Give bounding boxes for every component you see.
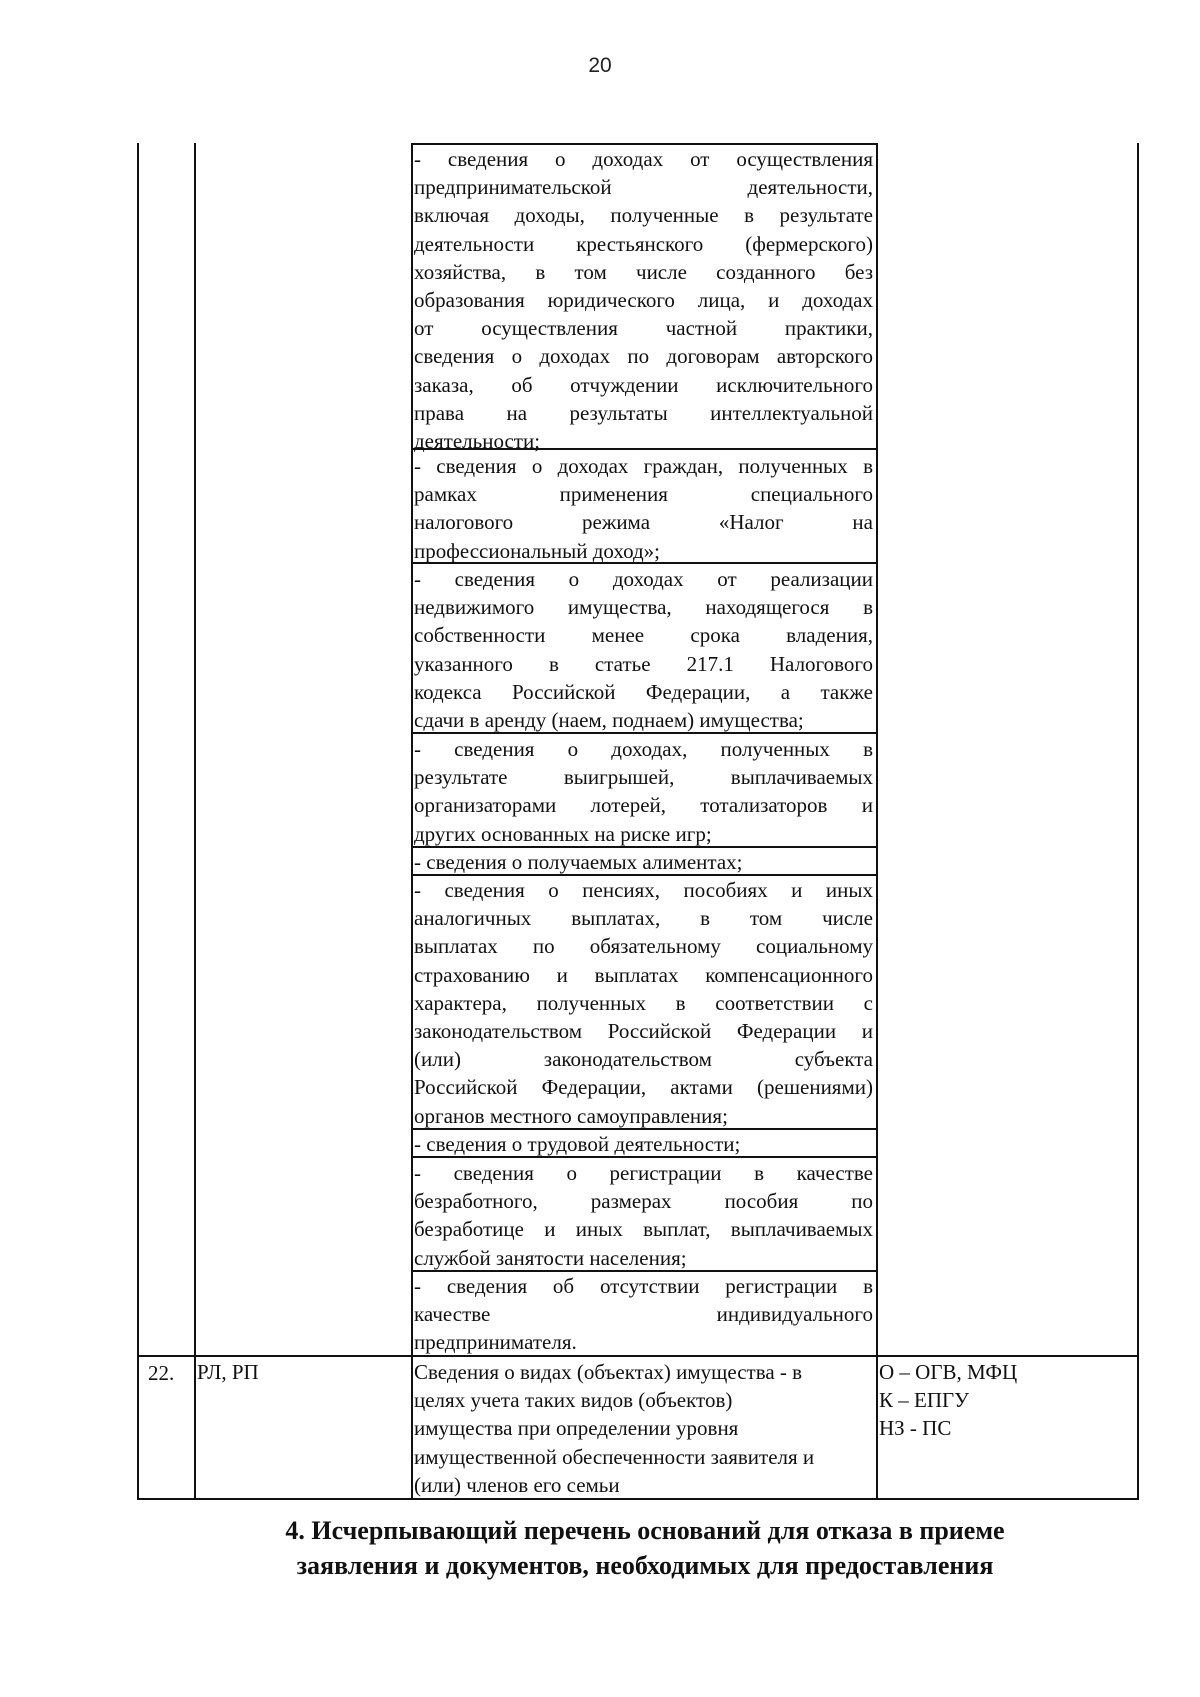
row-description: Сведения о видах (объектах) имущества - в целях учета таких видов (объектов) имущества при определении уровня имущественной обеспеченности заявителя и (или) членов его семьи: [414, 1360, 815, 1497]
table-border-col2: [411, 143, 413, 1500]
list-item: - сведения о получаемых алиментах;: [414, 850, 743, 874]
row-number: 22.: [148, 1361, 175, 1385]
row-channels: О – ОГВ, МФЦ К – ЕПГУ НЗ - ПС: [879, 1360, 1018, 1441]
table-border-col1: [194, 143, 196, 1500]
list-item: - сведения о доходах граждан, полученных в рамках применения специального налогового режима «Налог на профессиональный доход»;: [414, 454, 873, 563]
list-item: - сведения о трудовой деятельности;: [414, 1132, 741, 1156]
table-border-right: [1137, 143, 1139, 1500]
page-number: 20: [588, 54, 612, 77]
list-item: - сведения о регистрации в качестве безработного, размерах пособия по безработице и иных выплат, выплачиваемых службой занятости населения;: [414, 1161, 873, 1270]
section-heading: 4. Исчерпывающий перечень оснований для отказа в приеме заявления и документов, необходимых для предоставления: [285, 1516, 1005, 1580]
table-border-col3: [876, 143, 878, 1500]
table-border-left: [137, 143, 139, 1500]
list-item: - сведения о доходах, полученных в результате выигрышей, выплачиваемых организаторами лотерей, тотализаторов и других основанных на риске игр;: [414, 737, 873, 846]
list-item: - сведения о доходах от реализации недвижимого имущества, находящегося в собственности менее срока владения, указанного в статье 217.1 Налогового кодекса Российской Федерации, а также сдачи в аренду (наем, поднаем) имущества;: [414, 567, 873, 733]
list-item: - сведения о пенсиях, пособиях и иных аналогичных выплатах, в том числе выплатах по обязательному социальному страхованию и выплатах компенсационного характера, полученных в соответствии с законодательством Российской Федерации и (или) законодательством субъекта Российской Федерации, актами (решениями) органов местного самоуправления;: [414, 878, 873, 1128]
row-code: РЛ, РП: [197, 1360, 259, 1384]
list-item: - сведения об отсутствии регистрации в качестве индивидуального предпринимателя.: [414, 1274, 873, 1355]
list-item: - сведения о доходах от осуществления предпринимательской деятельности, включая доходы, полученные в результате деятельности крестьянского (фермерского) хозяйства, в том числе созданного без образования юридического лица, и доходах от осуществления частной практики, сведения о доходах по договорам авторского заказа, об отчуждении исключительного права на результаты интеллектуальной деятельности;: [414, 147, 873, 454]
